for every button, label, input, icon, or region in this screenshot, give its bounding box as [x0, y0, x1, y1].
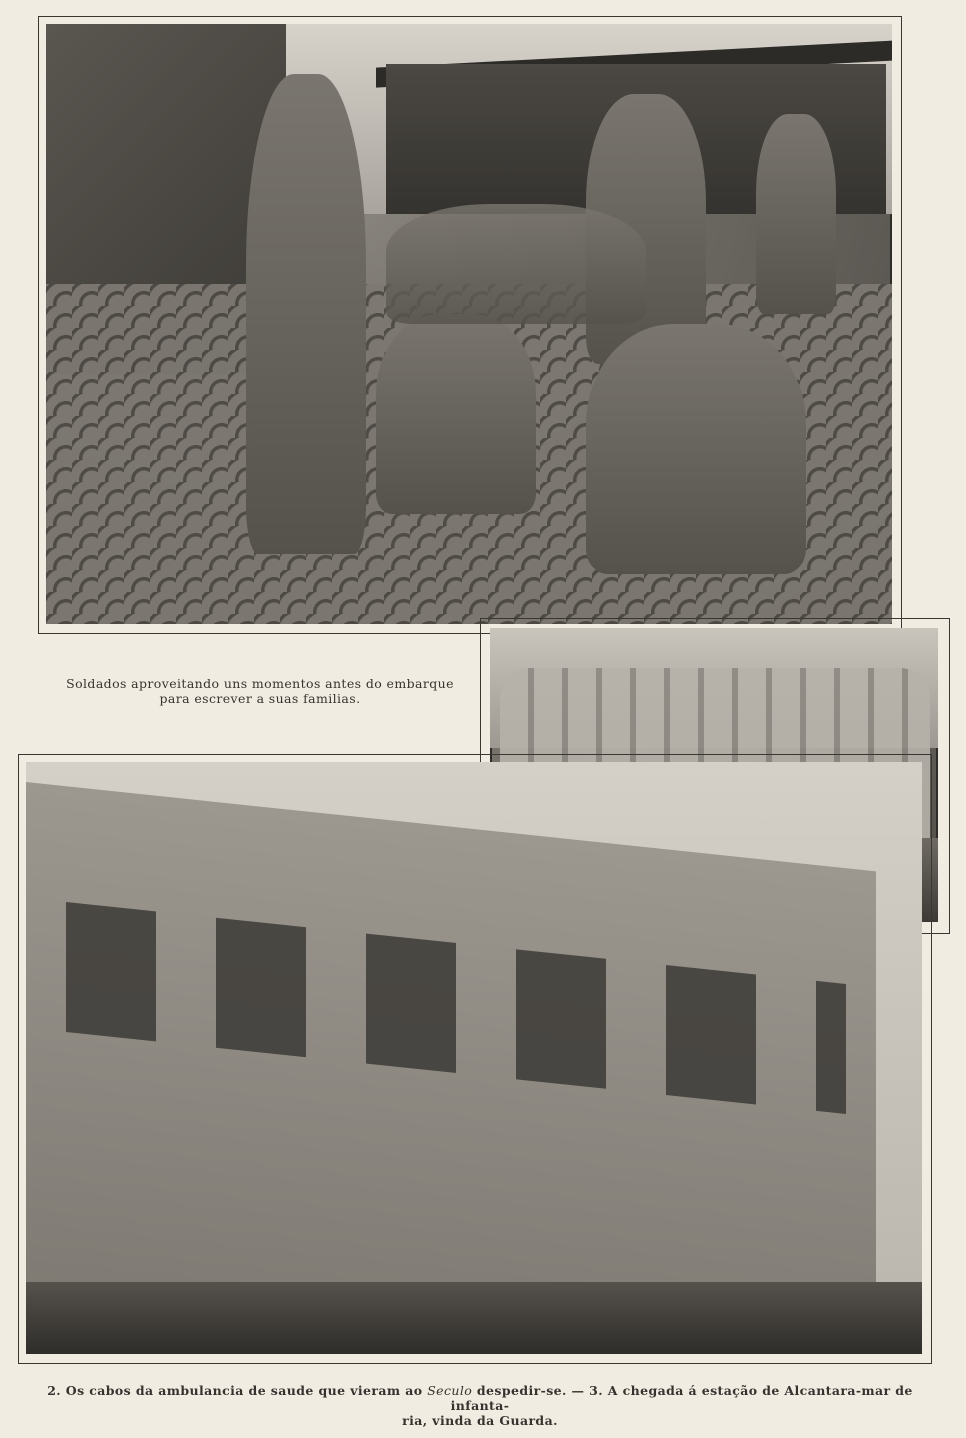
caption-soldiers-line1: Soldados aproveitando uns momentos antes do embarque	[66, 676, 454, 691]
caption-soldiers-line2: para escrever a suas familias.	[159, 691, 361, 706]
caption-train-line1	[20, 1383, 940, 1413]
caption-train	[20, 1383, 940, 1428]
caption-train-line2: ria, vinda da Guarda.	[402, 1413, 558, 1428]
caption-train-text-a: 2. Os cabos da ambulancia de saude que vieram ao	[47, 1383, 428, 1398]
caption-train-italic: Seculo	[427, 1383, 473, 1398]
photo-soldiers-writing	[46, 24, 892, 624]
photo-train-arrival	[26, 762, 922, 1354]
caption-soldiers	[40, 676, 480, 706]
caption-train-text-b: despedir-se. — 3. A chegada á estação de Alcantara-mar de infanta-	[450, 1383, 913, 1413]
